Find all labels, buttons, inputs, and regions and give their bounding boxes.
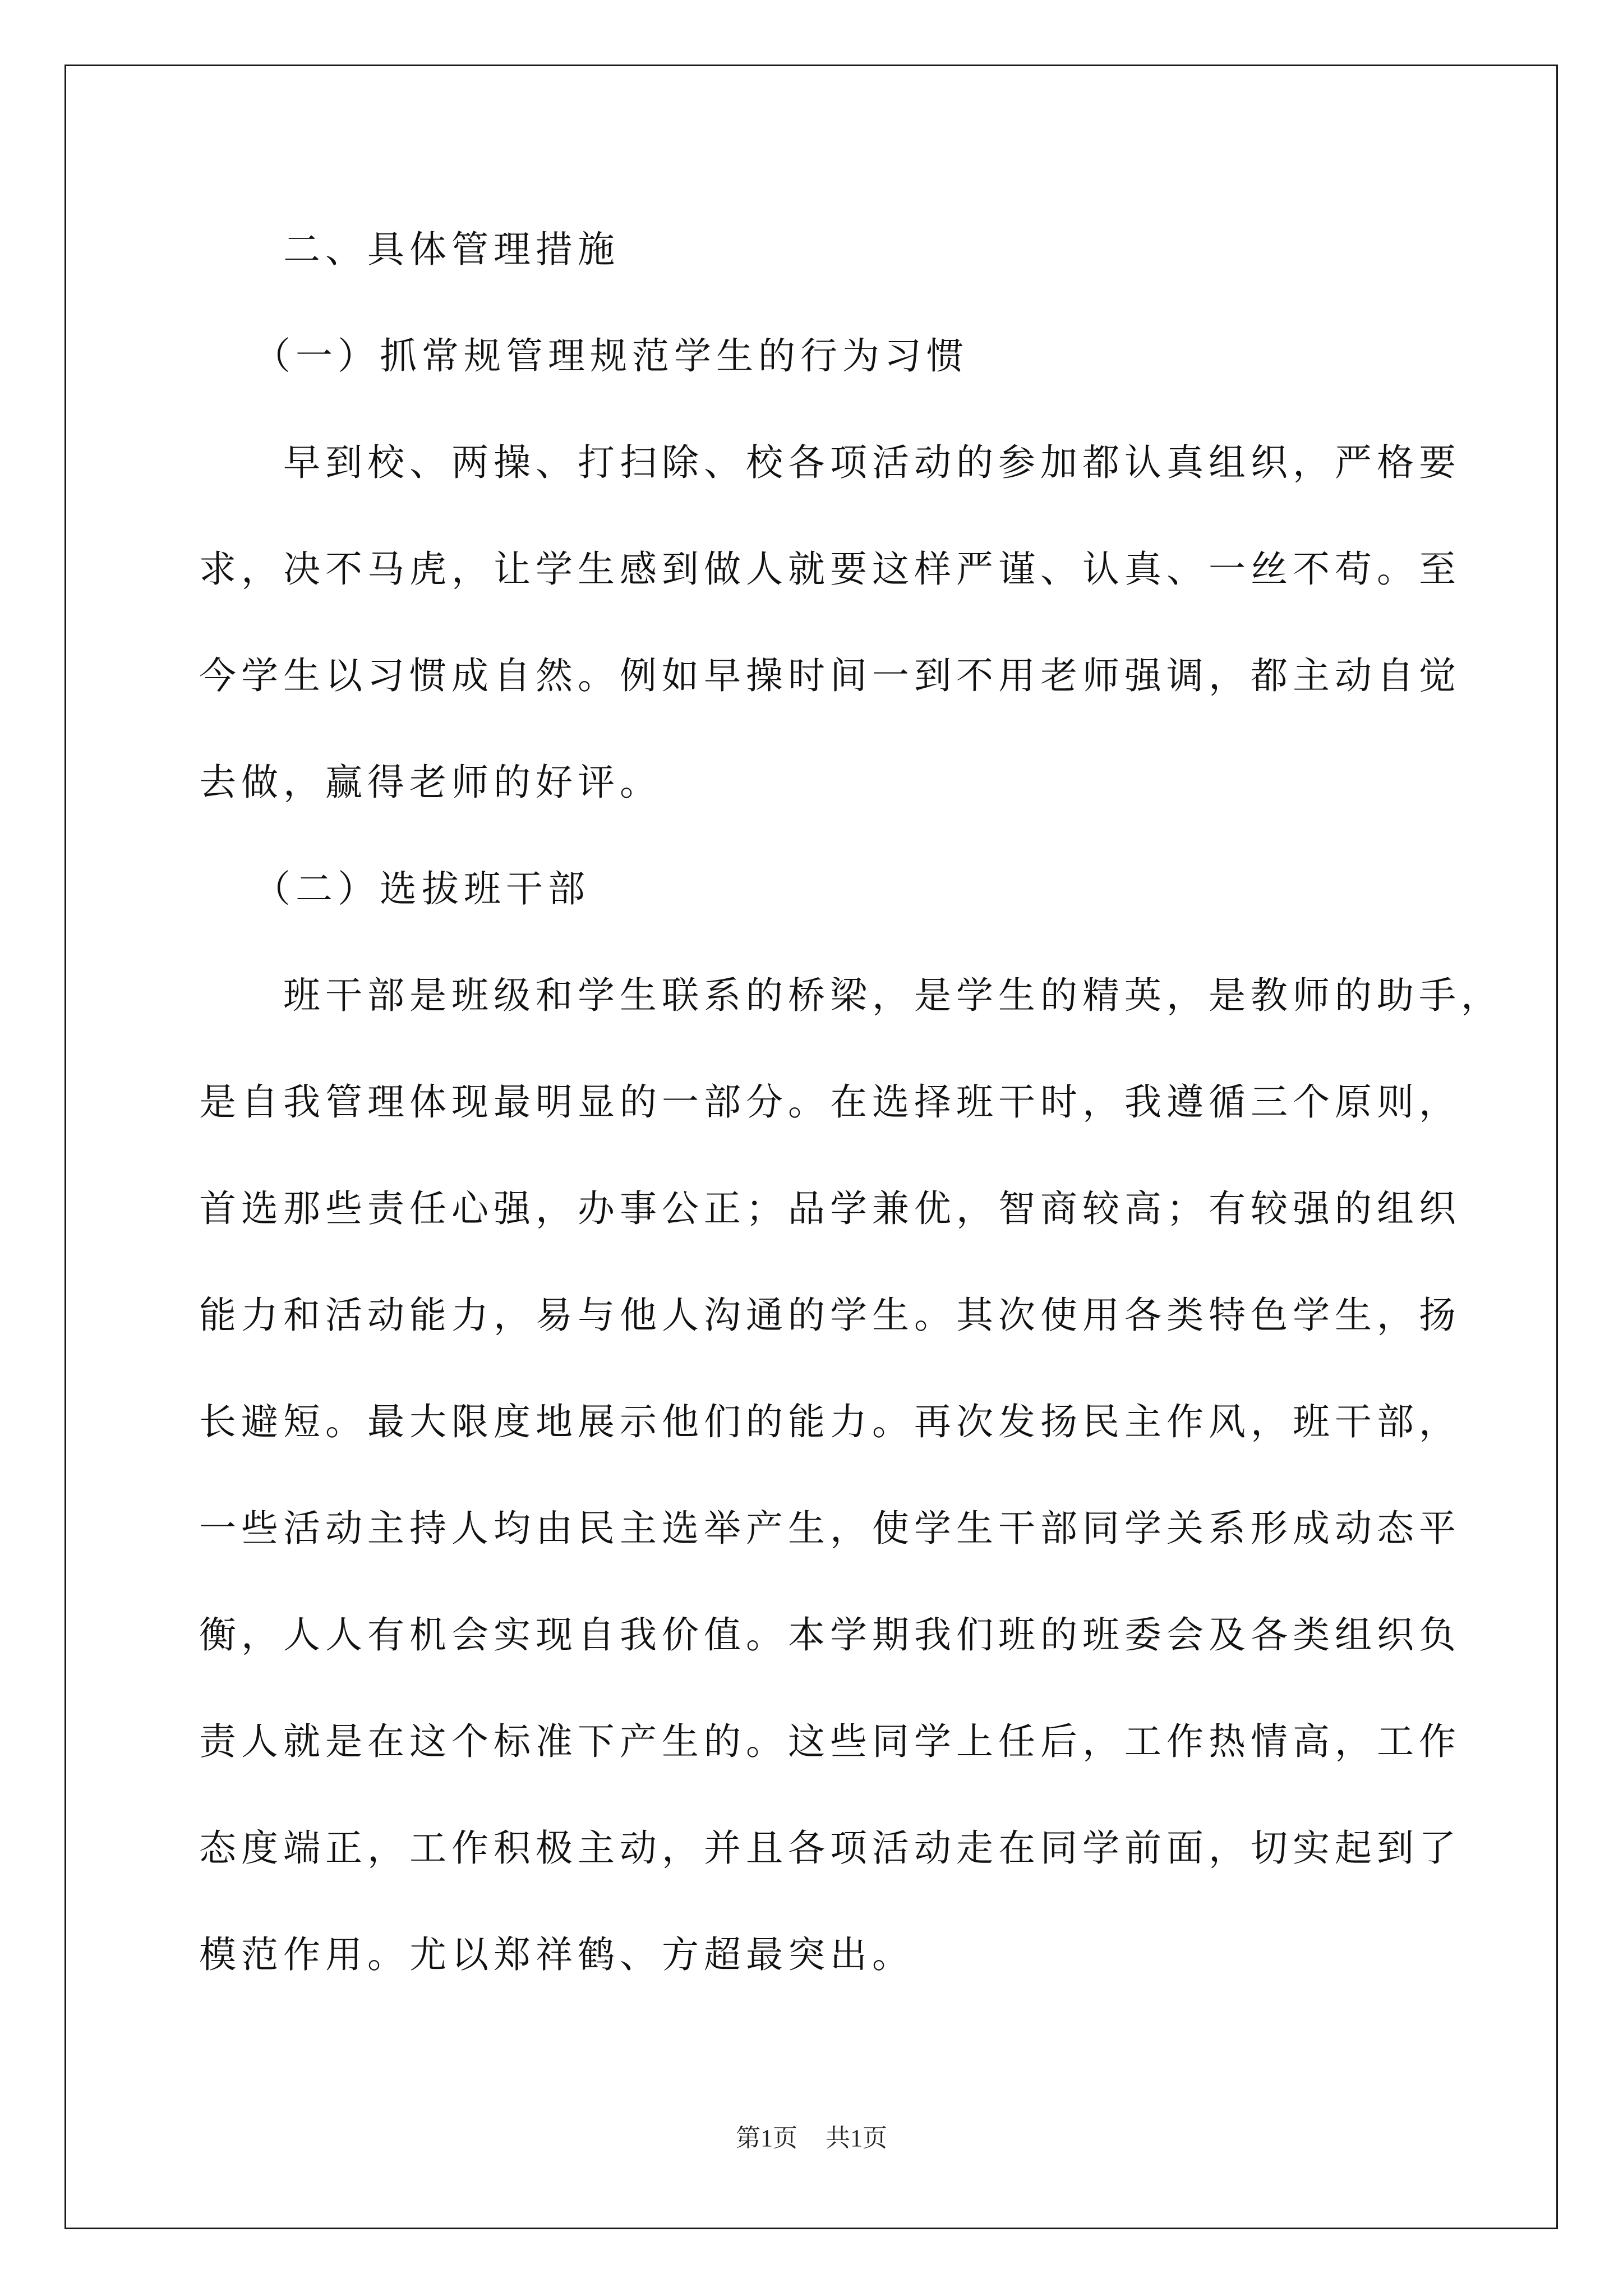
paragraph-2-line-6: 一些活动主持人均由民主选举产生，使学生干部同学关系形成动态平 <box>199 1507 1461 1550</box>
page-border <box>64 65 1558 2229</box>
paragraph-2-line-10: 模范作用。尤以郑祥鹤、方超最突出。 <box>199 1933 914 1976</box>
paragraph-1-line-4: 去做，赢得老师的好评。 <box>199 761 662 804</box>
paragraph-1-line-2: 求，决不马虎，让学生感到做人就要这样严谨、认真、一丝不苟。至 <box>199 547 1461 591</box>
page-footer <box>0 2126 1623 2151</box>
paragraph-1-line-1: 早到校、两操、打扫除、校各项活动的参加都认真组织，严格要 <box>283 441 1461 484</box>
paragraph-1-line-3: 今学生以习惯成自然。例如早操时间一到不用老师强调，都主动自觉 <box>199 654 1461 697</box>
paragraph-2-line-2: 是自我管理体现最明显的一部分。在选择班干时，我遵循三个原则， <box>199 1080 1461 1124</box>
paragraph-2-line-3: 首选那些责任心强，办事公正；品学兼优，智商较高；有较强的组织 <box>199 1187 1461 1230</box>
paragraph-2-line-4: 能力和活动能力，易与他人沟通的学生。其次使用各类特色学生，扬 <box>199 1294 1461 1337</box>
paragraph-2-line-9: 态度端正，工作积极主动，并且各项活动走在同学前面，切实起到了 <box>199 1826 1461 1870</box>
paragraph-2-line-8: 责人就是在这个标准下产生的。这些同学上任后，工作热情高，工作 <box>199 1720 1461 1763</box>
paragraph-2-line-7: 衡，人人有机会实现自我价值。本学期我们班的班委会及各类组织负 <box>199 1613 1461 1657</box>
subsection-title-2: （二）选拔班干部 <box>253 867 590 910</box>
page-number-current: 第1页 <box>736 2124 797 2152</box>
paragraph-2-line-5: 长避短。最大限度地展示他们的能力。再次发扬民主作风，班干部， <box>199 1400 1461 1443</box>
paragraph-2-line-1: 班干部是班级和学生联系的桥梁，是学生的精英，是教师的助手， <box>283 974 1503 1017</box>
subsection-title-1: （一）抓常规管理规范学生的行为习惯 <box>253 334 969 378</box>
page-number-total: 共1页 <box>826 2124 887 2152</box>
section-heading: 二、具体管理措施 <box>283 228 620 271</box>
